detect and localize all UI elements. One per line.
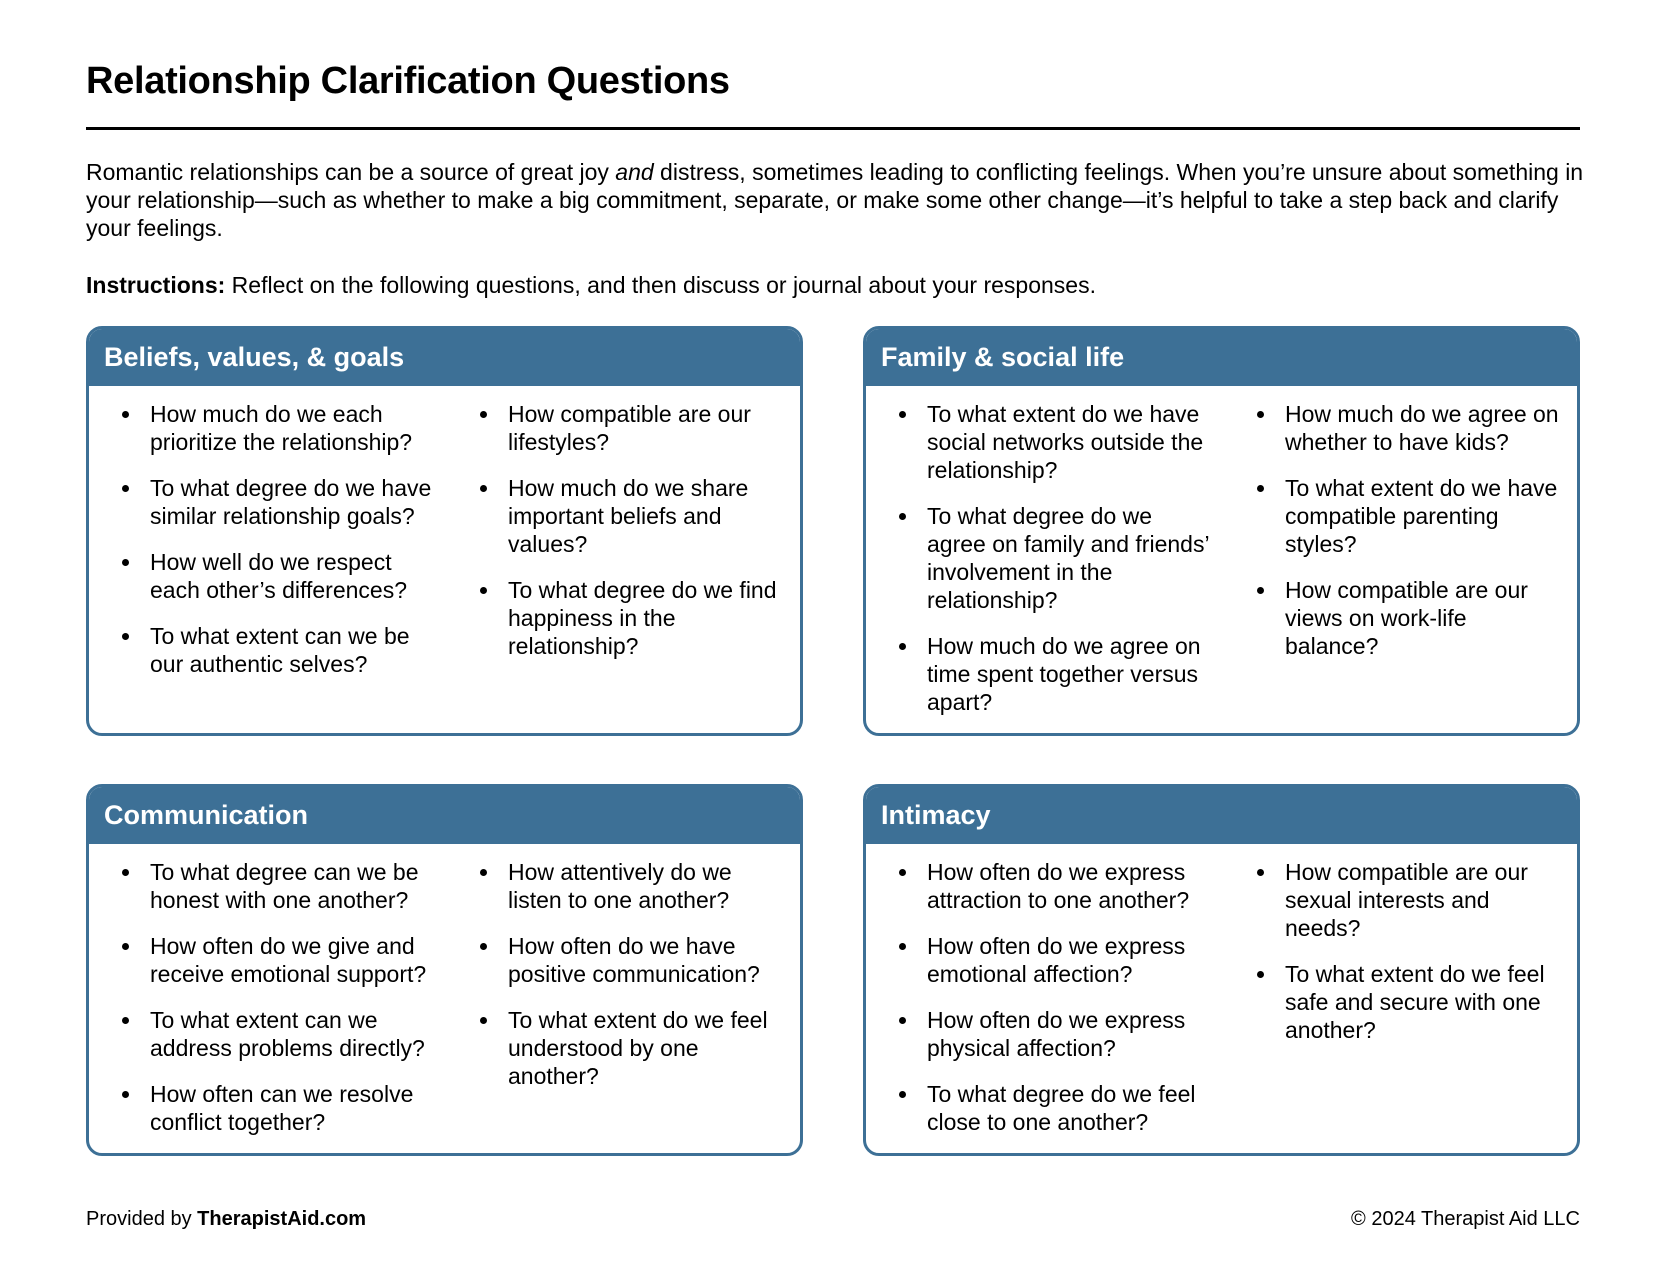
footer-brand-link[interactable]: TherapistAid.com	[197, 1208, 367, 1230]
question-item	[117, 622, 437, 678]
section-title: Intimacy	[866, 787, 1577, 844]
question-item	[117, 400, 437, 456]
bullet-icon	[480, 1017, 487, 1024]
question-item	[475, 1006, 785, 1090]
question-list-right	[475, 400, 785, 678]
intro-emphasis: and	[615, 159, 654, 185]
question-text: How much do we agree on time spent together versus apart?	[927, 633, 1201, 715]
question-list-left	[894, 858, 1214, 1154]
title-divider	[86, 127, 1580, 130]
question-item	[475, 858, 785, 914]
question-item	[1252, 576, 1562, 660]
question-item	[894, 1080, 1214, 1136]
intro-paragraph	[86, 158, 1586, 242]
section-communication	[86, 784, 803, 1156]
bullet-icon	[1257, 485, 1264, 492]
intro-text-end: distress, sometimes leading to conflicting feelings. When you’re unsure about something in your relationship—such as whether to make a big commitment, separate, or make some other change—it’s helpful to take a step back and clarify your feelings.	[86, 159, 1584, 241]
question-item	[894, 400, 1214, 484]
question-text: How well do we respect each other’s differences?	[150, 549, 408, 603]
bullet-icon	[122, 1091, 129, 1098]
question-list-left	[117, 858, 437, 1154]
question-list-left	[117, 400, 437, 696]
question-text: To what extent do we have social networks outside the relationship?	[927, 401, 1204, 483]
bullet-icon	[122, 869, 129, 876]
question-item	[1252, 858, 1562, 942]
bullet-icon	[480, 485, 487, 492]
question-item	[1252, 400, 1562, 456]
question-text: How often can we resolve conflict together?	[150, 1081, 414, 1135]
footer-provided-label: Provided by	[86, 1208, 198, 1230]
question-item	[117, 932, 437, 988]
question-item	[475, 474, 785, 558]
question-text: How often do we express attraction to one another?	[927, 859, 1190, 913]
question-list-right	[1252, 400, 1562, 678]
question-text: How attentively do we listen to one another?	[508, 859, 732, 913]
question-item	[117, 1080, 437, 1136]
question-text: To what degree do we have similar relationship goals?	[150, 475, 432, 529]
bullet-icon	[480, 587, 487, 594]
question-text: How often do we express emotional affection?	[927, 933, 1186, 987]
section-title: Family & social life	[866, 329, 1577, 386]
question-item	[894, 502, 1214, 614]
question-text: To what degree can we be honest with one another?	[150, 859, 419, 913]
instructions-label: Instructions:	[86, 272, 226, 298]
bullet-icon	[899, 1017, 906, 1024]
instructions-text: Reflect on the following questions, and then discuss or journal about your responses.	[225, 272, 1096, 298]
bullet-icon	[899, 643, 906, 650]
worksheet-page	[86, 0, 1584, 1276]
question-list-left	[894, 400, 1214, 734]
instructions	[86, 271, 1580, 299]
question-text: To what extent can we address problems directly?	[150, 1007, 425, 1061]
question-item	[894, 858, 1214, 914]
bullet-icon	[899, 411, 906, 418]
bullet-icon	[480, 943, 487, 950]
question-text: To what extent do we have compatible parenting styles?	[1285, 475, 1558, 557]
section-title: Beliefs, values, & goals	[89, 329, 800, 386]
question-list-right	[1252, 858, 1562, 1062]
question-item	[894, 932, 1214, 988]
question-text: How much do we share important beliefs and values?	[508, 475, 749, 557]
question-text: To what extent do we feel safe and secure with one another?	[1285, 961, 1545, 1043]
page-title: Relationship Clarification Questions	[86, 60, 730, 102]
footer-provided-by	[86, 1208, 366, 1231]
question-text: How much do we each prioritize the relationship?	[150, 401, 413, 455]
footer-copyright: © 2024 Therapist Aid LLC	[1351, 1208, 1580, 1230]
bullet-icon	[1257, 587, 1264, 594]
bullet-icon	[480, 869, 487, 876]
bullet-icon	[122, 485, 129, 492]
section-family-social-life	[863, 326, 1580, 736]
section-beliefs-values-goals	[86, 326, 803, 736]
bullet-icon	[899, 1091, 906, 1098]
question-text: How often do we give and receive emotional support?	[150, 933, 427, 987]
question-item	[1252, 474, 1562, 558]
bullet-icon	[899, 869, 906, 876]
question-text: How much do we agree on whether to have kids?	[1285, 401, 1559, 455]
question-text: To what degree do we agree on family and friends’ involvement in the relationship?	[927, 503, 1209, 613]
question-text: How compatible are our views on work-life balance?	[1285, 577, 1528, 659]
bullet-icon	[122, 411, 129, 418]
question-text: How often do we express physical affection?	[927, 1007, 1186, 1061]
question-item	[475, 932, 785, 988]
question-item	[894, 1006, 1214, 1062]
bullet-icon	[122, 633, 129, 640]
question-text: How compatible are our sexual interests and needs?	[1285, 859, 1528, 941]
bullet-icon	[122, 943, 129, 950]
bullet-icon	[480, 411, 487, 418]
bullet-icon	[122, 1017, 129, 1024]
question-item	[894, 632, 1214, 716]
bullet-icon	[1257, 971, 1264, 978]
intro-text-start: Romantic relationships can be a source of great joy	[86, 159, 616, 185]
bullet-icon	[899, 513, 906, 520]
bullet-icon	[122, 559, 129, 566]
question-item	[475, 576, 785, 660]
question-text: How often do we have positive communication?	[508, 933, 760, 987]
question-text: To what degree do we find happiness in the relationship?	[508, 577, 777, 659]
section-title: Communication	[89, 787, 800, 844]
question-item	[117, 858, 437, 914]
bullet-icon	[1257, 869, 1264, 876]
question-text: To what degree do we feel close to one another?	[927, 1081, 1196, 1135]
question-item	[117, 474, 437, 530]
section-intimacy	[863, 784, 1580, 1156]
question-item	[475, 400, 785, 456]
bullet-icon	[1257, 411, 1264, 418]
question-text: To what extent do we feel understood by one another?	[508, 1007, 768, 1089]
question-item	[117, 548, 437, 604]
question-text: How compatible are our lifestyles?	[508, 401, 751, 455]
question-list-right	[475, 858, 785, 1108]
question-text: To what extent can we be our authentic selves?	[150, 623, 410, 677]
question-item	[1252, 960, 1562, 1044]
question-item	[117, 1006, 437, 1062]
bullet-icon	[899, 943, 906, 950]
